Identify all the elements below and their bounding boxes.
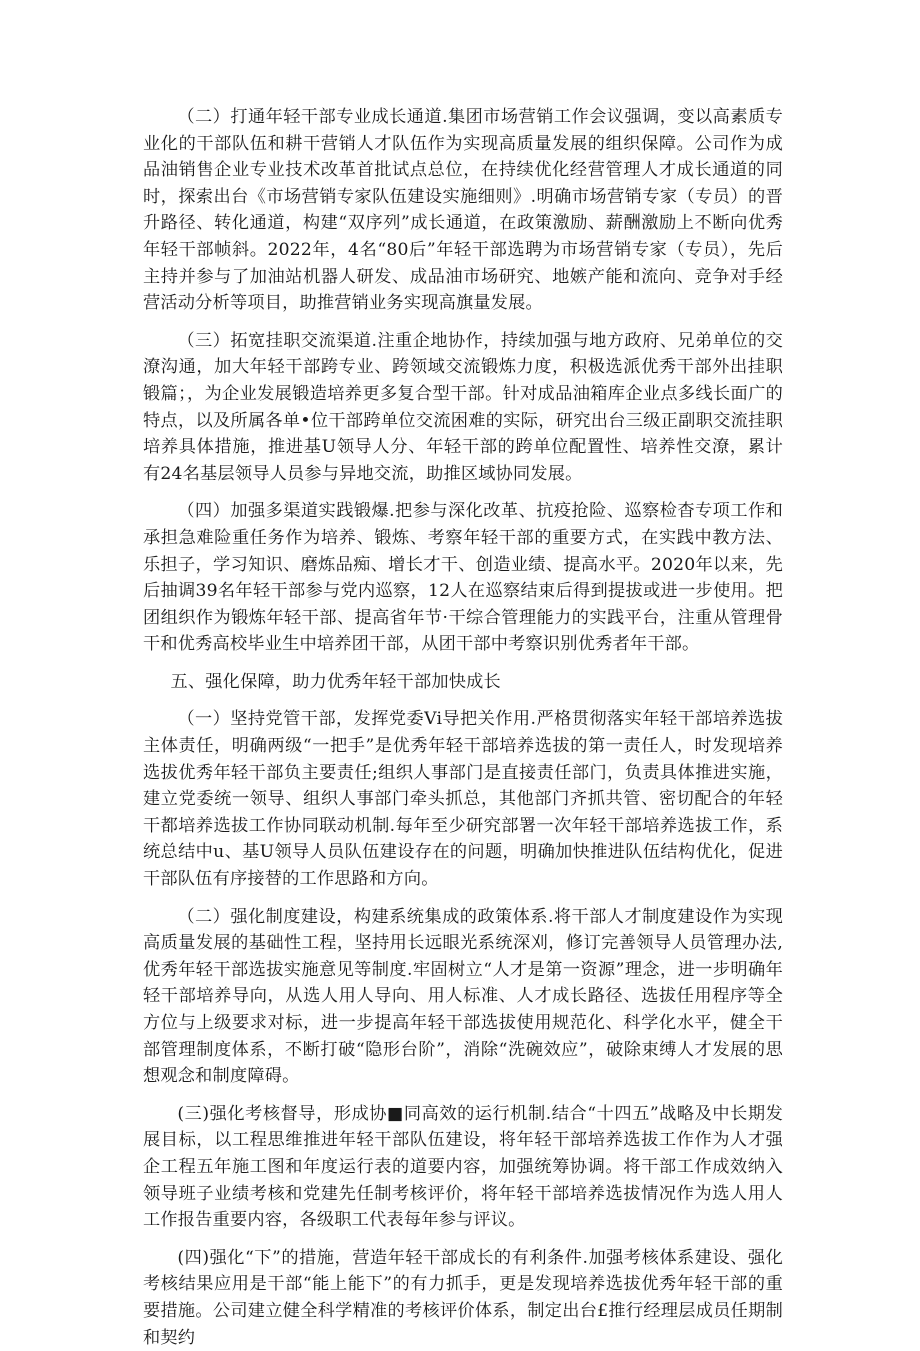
paragraph-party-leadership: （一）坚持党管干部，发挥党委Vi导把关作用.严格贯彻落实年轻干部培养选拔主体责任，明确两级“一把手”是优秀年轻干部培养选拔的第一责任人，时发现培养选拔优秀年轻干部负主要责任;组织人事部门是直接责任部门，负责具体推进实施，建立党委统一领导、组织人事部门牵头抓总，其他部门齐抓共管、密切配合的年轻干都培养选拔工作协同联动机制.每年至少研究部署一次年轻干部培养选拔工作，系统总结中u、基U领导人员队伍建设存在的问题，明确加快推进队伍结构优化，促进干部队伍有序接替的工作思路和方向。 [143, 709, 783, 890]
paragraph-system-building: （二）强化制度建设，构建系统集成的政策体系.将干部人才制度建设作为实现高质量发展的基础性工程，坚持用长远眼光系统深刈，修订完善领导人员管理办法,优秀年轻干部选拔实施意见等制度.牢固树立“人才是第一资源”理念，进一步明确年轻干部培养导向，从选人用人导向、用人标准、人才成长路径、选拔任用程序等全方位与上级要求对标，进一步提高年轻干部选拔使用规范化、科学化水平，健全干部管理制度体系，不断打破“隐形台阶”，消除“洗碗效应”，破除束缚人才发展的思想观念和制度障碍。 [143, 906, 783, 1087]
paragraph-demotion-measures: (四)强化“下”的措施，营造年轻干部成长的有利条件.加强考核体系建设、强化考核结果应用是干部“能上能下”的有力抓手，更是发现培养选拔优秀年轻干部的重要措施。公司建立健全科学精准的考核评价体系，制定出台£推行经理层成员任期制和契约 [143, 1247, 783, 1348]
document-page [143, 104, 783, 1351]
section-heading: 五、强化保障，助力优秀年轻干部加快成长 [170, 671, 501, 692]
paragraph-assessment-supervision: (三)强化考核督导，形成协■同高效的运行机制.结合“十四五”战略及中长期发展目标，以工程思维推进年轻干部队伍建设，将年轻干部培养选拔工作作为人才强企工程五年施工图和年度运行表的道要内容，加强统筹协调。将干部工作成效纳入领导班子业绩考核和党建先任制考核评价，将年轻干部培养选拔情况作为选人用人工作报告重要内容，各级职工代表每年参与评议。 [143, 1103, 783, 1231]
paragraph-secondment-exchange: （三）拓宽挂职交流渠道.注重企地协作，持续加强与地方政府、兄弟单位的交潦沟通，加大年轻干部跨专业、跨领域交流锻炼力度，积极选派优秀干部外出挂职锻篇；，为企业发展锻造培养更多复合型干部。针对成品油箱库企业点多线长面广的特点，以及所属各单•位干部跨单位交流困难的实际，研究出台三级正副职交流挂职培养具体措施，推进基U领导人分、年轻干部的跨单位配置性、培养性交潦，累计有24名基层领导人员参与异地交流，助推区域协同发展。 [143, 330, 783, 484]
paragraph-practice-training: （四）加强多渠道实践锻爆.把参与深化改革、抗疫抢险、巡察检杳专项工作和承担急难险重任务作为培养、锻炼、考察年轻干部的重要方式，在实践中教方法、乐担子，学习知识、磨炼品痴、增长才干、创造业绩、提高水平。2020年以来，先后抽调39名年轻干部参与党内巡察，12人在巡察结束后得到提拔或进一步使用。把团组织作为锻炼年轻干部、提高省年节·干综合管理能力的实践平台，注重从管理骨干和优秀高校毕业生中培养团干部，从团干部中考察识别优秀者年干部。 [143, 501, 783, 655]
paragraph-cadre-career-channel: （二）打通年轻干部专业成长通道.集团市场营销工作会议强调，变以高素质专业化的干部队伍和耕干营销人才队伍作为实现高质量发展的组织保障。公司作为成品油销售企业专业技术改革首批试点总位，在持续优化经营管理人才成长通道的同时，探索出台《市场营销专家队伍建设实施细则》.明确市场营销专家（专员）的晋升路径、转化通道，构建“双序列”成长通道，在政策激励、薪酬激励上不断向优秀年轻干部帧斜。2022年，4名“80后”年轻干部选聘为市场营销专家（专员），先后主持并参与了加油站机器人研发、成品油市场研究、地嫉产能和流向、竞争对手经营活动分析等项目，助推营销业务实现高旗量发展。 [143, 107, 783, 314]
